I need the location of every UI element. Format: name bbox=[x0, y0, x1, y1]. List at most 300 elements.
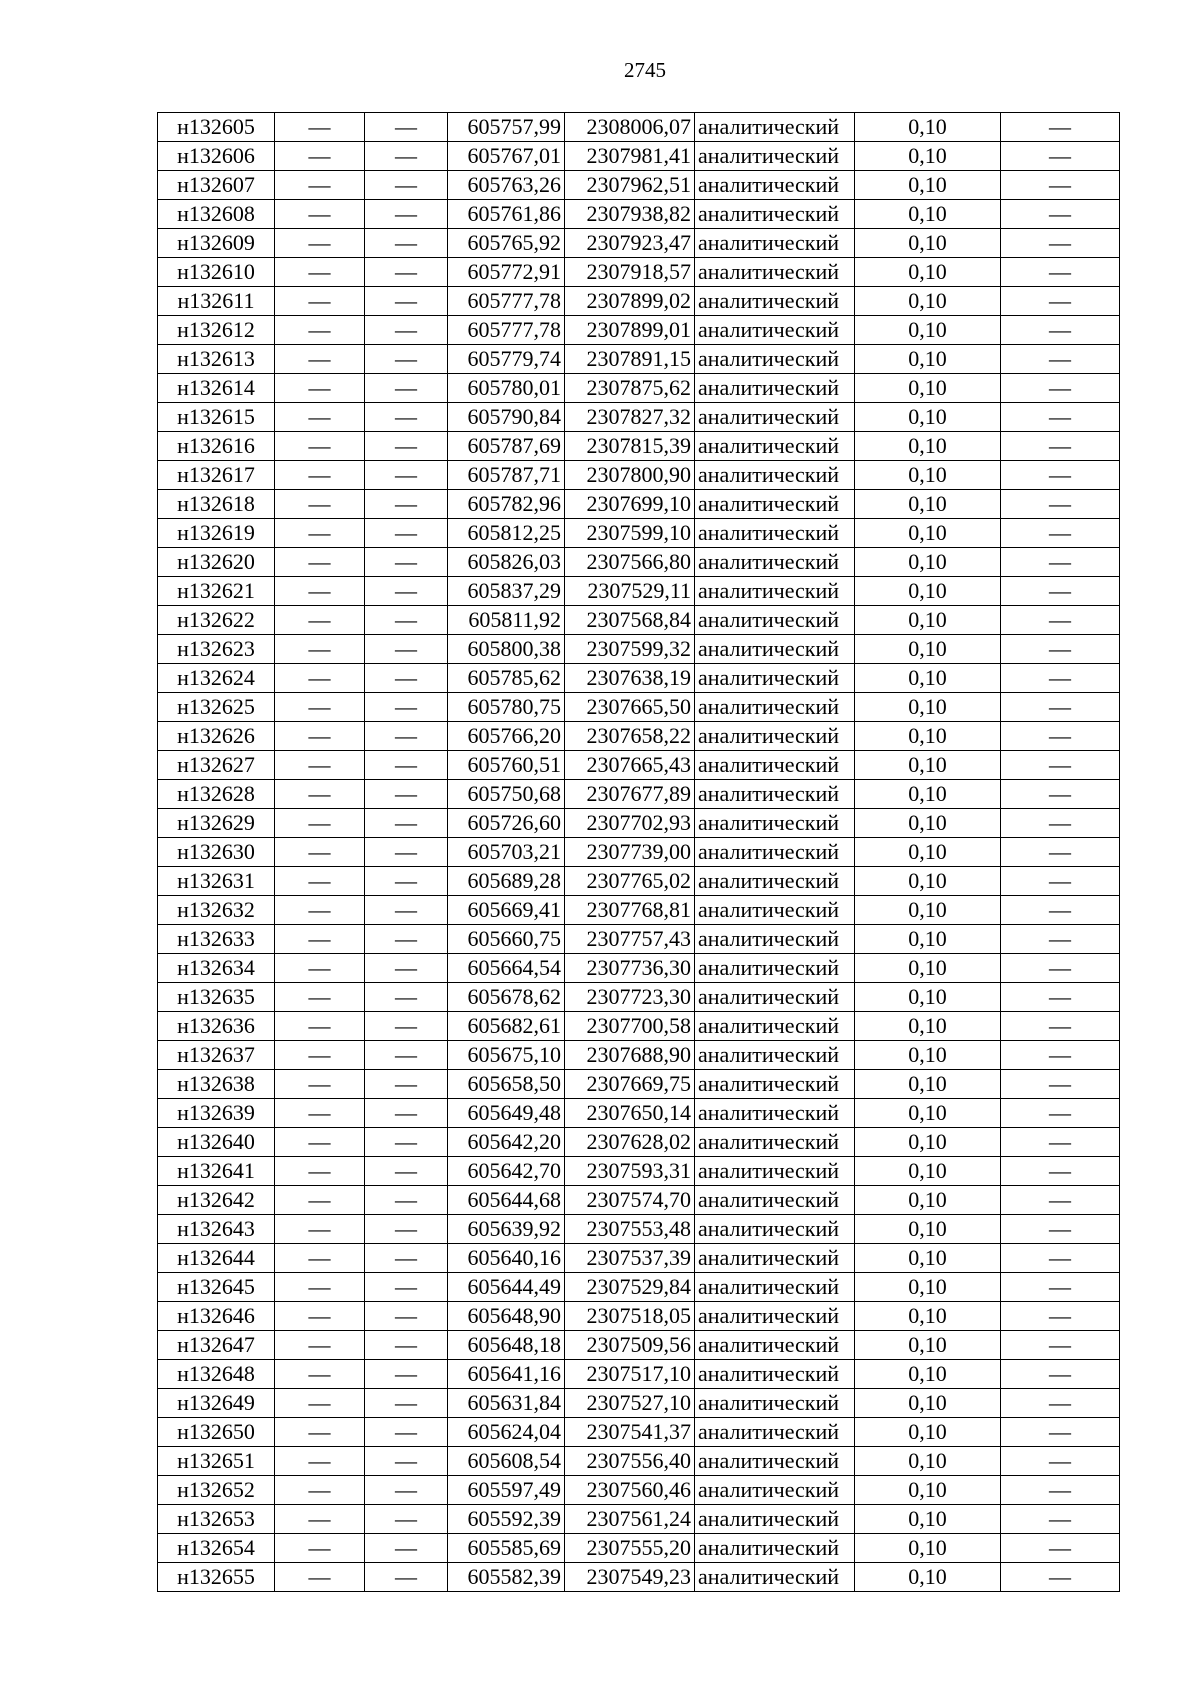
x-coordinate-cell: 605837,29 bbox=[448, 577, 565, 606]
description-cell: — bbox=[1001, 490, 1120, 519]
dash-cell-2: — bbox=[365, 258, 448, 287]
dash-cell-1: — bbox=[275, 519, 365, 548]
dash-cell-1: — bbox=[275, 1273, 365, 1302]
dash-cell-1: — bbox=[275, 896, 365, 925]
dash-cell-2: — bbox=[365, 1302, 448, 1331]
x-coordinate-cell: 605639,92 bbox=[448, 1215, 565, 1244]
method-cell: аналитический bbox=[695, 258, 855, 287]
table-row bbox=[158, 1128, 1120, 1157]
dash-cell-1: — bbox=[275, 374, 365, 403]
y-coordinate-cell: 2307549,23 bbox=[565, 1563, 695, 1592]
precision-cell: 0,10 bbox=[855, 1273, 1001, 1302]
method-cell: аналитический bbox=[695, 1128, 855, 1157]
table-row bbox=[158, 1157, 1120, 1186]
dash-cell-1: — bbox=[275, 403, 365, 432]
description-cell: — bbox=[1001, 1215, 1120, 1244]
y-coordinate-cell: 2307556,40 bbox=[565, 1447, 695, 1476]
dash-cell-1: — bbox=[275, 1215, 365, 1244]
x-coordinate-cell: 605811,92 bbox=[448, 606, 565, 635]
dash-cell-2: — bbox=[365, 1331, 448, 1360]
table-row bbox=[158, 490, 1120, 519]
dash-cell-2: — bbox=[365, 1389, 448, 1418]
table-row bbox=[158, 954, 1120, 983]
precision-cell: 0,10 bbox=[855, 345, 1001, 374]
point-id-cell: н132611 bbox=[158, 287, 275, 316]
y-coordinate-cell: 2307574,70 bbox=[565, 1186, 695, 1215]
x-coordinate-cell: 605624,04 bbox=[448, 1418, 565, 1447]
precision-cell: 0,10 bbox=[855, 432, 1001, 461]
method-cell: аналитический bbox=[695, 1099, 855, 1128]
description-cell: — bbox=[1001, 1302, 1120, 1331]
table-row bbox=[158, 1070, 1120, 1099]
precision-cell: 0,10 bbox=[855, 1505, 1001, 1534]
y-coordinate-cell: 2307938,82 bbox=[565, 200, 695, 229]
y-coordinate-cell: 2308006,07 bbox=[565, 113, 695, 142]
precision-cell: 0,10 bbox=[855, 1563, 1001, 1592]
precision-cell: 0,10 bbox=[855, 490, 1001, 519]
dash-cell-1: — bbox=[275, 838, 365, 867]
precision-cell: 0,10 bbox=[855, 113, 1001, 142]
dash-cell-2: — bbox=[365, 113, 448, 142]
y-coordinate-cell: 2307736,30 bbox=[565, 954, 695, 983]
y-coordinate-cell: 2307568,84 bbox=[565, 606, 695, 635]
table-row bbox=[158, 1273, 1120, 1302]
x-coordinate-cell: 605782,96 bbox=[448, 490, 565, 519]
point-id-cell: н132627 bbox=[158, 751, 275, 780]
description-cell: — bbox=[1001, 577, 1120, 606]
description-cell: — bbox=[1001, 1041, 1120, 1070]
table-row bbox=[158, 229, 1120, 258]
x-coordinate-cell: 605608,54 bbox=[448, 1447, 565, 1476]
description-cell: — bbox=[1001, 1563, 1120, 1592]
dash-cell-1: — bbox=[275, 490, 365, 519]
dash-cell-1: — bbox=[275, 635, 365, 664]
method-cell: аналитический bbox=[695, 809, 855, 838]
point-id-cell: н132630 bbox=[158, 838, 275, 867]
point-id-cell: н132629 bbox=[158, 809, 275, 838]
table-row bbox=[158, 113, 1120, 142]
dash-cell-1: — bbox=[275, 693, 365, 722]
precision-cell: 0,10 bbox=[855, 751, 1001, 780]
point-id-cell: н132643 bbox=[158, 1215, 275, 1244]
x-coordinate-cell: 605641,16 bbox=[448, 1360, 565, 1389]
method-cell: аналитический bbox=[695, 693, 855, 722]
y-coordinate-cell: 2307899,02 bbox=[565, 287, 695, 316]
point-id-cell: н132645 bbox=[158, 1273, 275, 1302]
x-coordinate-cell: 605660,75 bbox=[448, 925, 565, 954]
table-row bbox=[158, 1215, 1120, 1244]
description-cell: — bbox=[1001, 780, 1120, 809]
table-row bbox=[158, 751, 1120, 780]
dash-cell-1: — bbox=[275, 1099, 365, 1128]
page-number: 2745 bbox=[624, 58, 666, 82]
point-id-cell: н132617 bbox=[158, 461, 275, 490]
dash-cell-2: — bbox=[365, 1534, 448, 1563]
x-coordinate-cell: 605760,51 bbox=[448, 751, 565, 780]
description-cell: — bbox=[1001, 519, 1120, 548]
point-id-cell: н132621 bbox=[158, 577, 275, 606]
dash-cell-1: — bbox=[275, 954, 365, 983]
dash-cell-2: — bbox=[365, 954, 448, 983]
description-cell: — bbox=[1001, 896, 1120, 925]
description-cell: — bbox=[1001, 983, 1120, 1012]
dash-cell-1: — bbox=[275, 345, 365, 374]
x-coordinate-cell: 605750,68 bbox=[448, 780, 565, 809]
description-cell: — bbox=[1001, 1331, 1120, 1360]
y-coordinate-cell: 2307669,75 bbox=[565, 1070, 695, 1099]
precision-cell: 0,10 bbox=[855, 1476, 1001, 1505]
dash-cell-1: — bbox=[275, 229, 365, 258]
point-id-cell: н132610 bbox=[158, 258, 275, 287]
dash-cell-2: — bbox=[365, 142, 448, 171]
description-cell: — bbox=[1001, 1099, 1120, 1128]
table-row bbox=[158, 287, 1120, 316]
precision-cell: 0,10 bbox=[855, 1302, 1001, 1331]
x-coordinate-cell: 605664,54 bbox=[448, 954, 565, 983]
table-row bbox=[158, 316, 1120, 345]
x-coordinate-cell: 605703,21 bbox=[448, 838, 565, 867]
table-row bbox=[158, 1244, 1120, 1273]
precision-cell: 0,10 bbox=[855, 983, 1001, 1012]
description-cell: — bbox=[1001, 432, 1120, 461]
precision-cell: 0,10 bbox=[855, 1447, 1001, 1476]
y-coordinate-cell: 2307923,47 bbox=[565, 229, 695, 258]
dash-cell-1: — bbox=[275, 809, 365, 838]
y-coordinate-cell: 2307560,46 bbox=[565, 1476, 695, 1505]
dash-cell-1: — bbox=[275, 1563, 365, 1592]
description-cell: — bbox=[1001, 316, 1120, 345]
y-coordinate-cell: 2307688,90 bbox=[565, 1041, 695, 1070]
x-coordinate-cell: 605763,26 bbox=[448, 171, 565, 200]
description-cell: — bbox=[1001, 1012, 1120, 1041]
y-coordinate-cell: 2307768,81 bbox=[565, 896, 695, 925]
dash-cell-1: — bbox=[275, 171, 365, 200]
table-row bbox=[158, 838, 1120, 867]
description-cell: — bbox=[1001, 171, 1120, 200]
precision-cell: 0,10 bbox=[855, 1099, 1001, 1128]
precision-cell: 0,10 bbox=[855, 838, 1001, 867]
dash-cell-2: — bbox=[365, 403, 448, 432]
table-row bbox=[158, 577, 1120, 606]
method-cell: аналитический bbox=[695, 1360, 855, 1389]
table-row bbox=[158, 1331, 1120, 1360]
precision-cell: 0,10 bbox=[855, 1012, 1001, 1041]
table-row bbox=[158, 1041, 1120, 1070]
table-row bbox=[158, 171, 1120, 200]
point-id-cell: н132619 bbox=[158, 519, 275, 548]
precision-cell: 0,10 bbox=[855, 867, 1001, 896]
description-cell: — bbox=[1001, 722, 1120, 751]
description-cell: — bbox=[1001, 1418, 1120, 1447]
method-cell: аналитический bbox=[695, 432, 855, 461]
dash-cell-1: — bbox=[275, 983, 365, 1012]
table-row bbox=[158, 1447, 1120, 1476]
table-row bbox=[158, 780, 1120, 809]
x-coordinate-cell: 605787,69 bbox=[448, 432, 565, 461]
dash-cell-2: — bbox=[365, 345, 448, 374]
table-row bbox=[158, 548, 1120, 577]
dash-cell-2: — bbox=[365, 490, 448, 519]
x-coordinate-cell: 605767,01 bbox=[448, 142, 565, 171]
dash-cell-2: — bbox=[365, 519, 448, 548]
x-coordinate-cell: 605678,62 bbox=[448, 983, 565, 1012]
description-cell: — bbox=[1001, 693, 1120, 722]
y-coordinate-cell: 2307981,41 bbox=[565, 142, 695, 171]
description-cell: — bbox=[1001, 1128, 1120, 1157]
x-coordinate-cell: 605826,03 bbox=[448, 548, 565, 577]
method-cell: аналитический bbox=[695, 983, 855, 1012]
y-coordinate-cell: 2307899,01 bbox=[565, 316, 695, 345]
precision-cell: 0,10 bbox=[855, 1389, 1001, 1418]
point-id-cell: н132650 bbox=[158, 1418, 275, 1447]
y-coordinate-cell: 2307517,10 bbox=[565, 1360, 695, 1389]
method-cell: аналитический bbox=[695, 751, 855, 780]
precision-cell: 0,10 bbox=[855, 229, 1001, 258]
precision-cell: 0,10 bbox=[855, 519, 1001, 548]
point-id-cell: н132615 bbox=[158, 403, 275, 432]
dash-cell-2: — bbox=[365, 664, 448, 693]
description-cell: — bbox=[1001, 345, 1120, 374]
precision-cell: 0,10 bbox=[855, 1157, 1001, 1186]
description-cell: — bbox=[1001, 809, 1120, 838]
description-cell: — bbox=[1001, 606, 1120, 635]
method-cell: аналитический bbox=[695, 867, 855, 896]
dash-cell-2: — bbox=[365, 1012, 448, 1041]
table-row bbox=[158, 693, 1120, 722]
x-coordinate-cell: 605675,10 bbox=[448, 1041, 565, 1070]
dash-cell-2: — bbox=[365, 693, 448, 722]
y-coordinate-cell: 2307918,57 bbox=[565, 258, 695, 287]
precision-cell: 0,10 bbox=[855, 1186, 1001, 1215]
method-cell: аналитический bbox=[695, 548, 855, 577]
dash-cell-2: — bbox=[365, 1273, 448, 1302]
point-id-cell: н132613 bbox=[158, 345, 275, 374]
description-cell: — bbox=[1001, 1273, 1120, 1302]
precision-cell: 0,10 bbox=[855, 287, 1001, 316]
y-coordinate-cell: 2307628,02 bbox=[565, 1128, 695, 1157]
precision-cell: 0,10 bbox=[855, 258, 1001, 287]
dash-cell-1: — bbox=[275, 1128, 365, 1157]
dash-cell-2: — bbox=[365, 1070, 448, 1099]
method-cell: аналитический bbox=[695, 925, 855, 954]
x-coordinate-cell: 605592,39 bbox=[448, 1505, 565, 1534]
precision-cell: 0,10 bbox=[855, 606, 1001, 635]
method-cell: аналитический bbox=[695, 1012, 855, 1041]
method-cell: аналитический bbox=[695, 171, 855, 200]
dash-cell-1: — bbox=[275, 548, 365, 577]
description-cell: — bbox=[1001, 751, 1120, 780]
x-coordinate-cell: 605649,48 bbox=[448, 1099, 565, 1128]
table-row bbox=[158, 664, 1120, 693]
table-row bbox=[158, 200, 1120, 229]
y-coordinate-cell: 2307658,22 bbox=[565, 722, 695, 751]
method-cell: аналитический bbox=[695, 635, 855, 664]
point-id-cell: н132636 bbox=[158, 1012, 275, 1041]
x-coordinate-cell: 605644,49 bbox=[448, 1273, 565, 1302]
dash-cell-2: — bbox=[365, 1128, 448, 1157]
description-cell: — bbox=[1001, 1476, 1120, 1505]
y-coordinate-cell: 2307891,15 bbox=[565, 345, 695, 374]
method-cell: аналитический bbox=[695, 722, 855, 751]
dash-cell-1: — bbox=[275, 287, 365, 316]
x-coordinate-cell: 605772,91 bbox=[448, 258, 565, 287]
point-id-cell: н132655 bbox=[158, 1563, 275, 1592]
dash-cell-2: — bbox=[365, 1447, 448, 1476]
point-id-cell: н132631 bbox=[158, 867, 275, 896]
precision-cell: 0,10 bbox=[855, 1244, 1001, 1273]
dash-cell-2: — bbox=[365, 896, 448, 925]
x-coordinate-cell: 605765,92 bbox=[448, 229, 565, 258]
method-cell: аналитический bbox=[695, 1476, 855, 1505]
description-cell: — bbox=[1001, 1389, 1120, 1418]
method-cell: аналитический bbox=[695, 1389, 855, 1418]
description-cell: — bbox=[1001, 374, 1120, 403]
point-id-cell: н132640 bbox=[158, 1128, 275, 1157]
point-id-cell: н132641 bbox=[158, 1157, 275, 1186]
point-id-cell: н132624 bbox=[158, 664, 275, 693]
dash-cell-2: — bbox=[365, 1563, 448, 1592]
precision-cell: 0,10 bbox=[855, 664, 1001, 693]
precision-cell: 0,10 bbox=[855, 1331, 1001, 1360]
point-id-cell: н132607 bbox=[158, 171, 275, 200]
description-cell: — bbox=[1001, 258, 1120, 287]
method-cell: аналитический bbox=[695, 664, 855, 693]
y-coordinate-cell: 2307650,14 bbox=[565, 1099, 695, 1128]
method-cell: аналитический bbox=[695, 1331, 855, 1360]
table-row bbox=[158, 519, 1120, 548]
description-cell: — bbox=[1001, 1447, 1120, 1476]
dash-cell-2: — bbox=[365, 548, 448, 577]
method-cell: аналитический bbox=[695, 896, 855, 925]
table-row bbox=[158, 1505, 1120, 1534]
dash-cell-1: — bbox=[275, 606, 365, 635]
dash-cell-1: — bbox=[275, 1476, 365, 1505]
point-id-cell: н132635 bbox=[158, 983, 275, 1012]
method-cell: аналитический bbox=[695, 461, 855, 490]
dash-cell-2: — bbox=[365, 374, 448, 403]
point-id-cell: н132614 bbox=[158, 374, 275, 403]
dash-cell-1: — bbox=[275, 1505, 365, 1534]
y-coordinate-cell: 2307677,89 bbox=[565, 780, 695, 809]
dash-cell-1: — bbox=[275, 1389, 365, 1418]
x-coordinate-cell: 605779,74 bbox=[448, 345, 565, 374]
method-cell: аналитический bbox=[695, 1447, 855, 1476]
x-coordinate-cell: 605689,28 bbox=[448, 867, 565, 896]
x-coordinate-cell: 605644,68 bbox=[448, 1186, 565, 1215]
table-row bbox=[158, 374, 1120, 403]
dash-cell-2: — bbox=[365, 287, 448, 316]
x-coordinate-cell: 605648,90 bbox=[448, 1302, 565, 1331]
y-coordinate-cell: 2307527,10 bbox=[565, 1389, 695, 1418]
point-id-cell: н132637 bbox=[158, 1041, 275, 1070]
coordinates-table bbox=[157, 112, 1120, 1592]
point-id-cell: н132648 bbox=[158, 1360, 275, 1389]
method-cell: аналитический bbox=[695, 1041, 855, 1070]
table-row bbox=[158, 635, 1120, 664]
precision-cell: 0,10 bbox=[855, 1360, 1001, 1389]
point-id-cell: н132616 bbox=[158, 432, 275, 461]
precision-cell: 0,10 bbox=[855, 635, 1001, 664]
method-cell: аналитический bbox=[695, 1418, 855, 1447]
method-cell: аналитический bbox=[695, 345, 855, 374]
method-cell: аналитический bbox=[695, 200, 855, 229]
method-cell: аналитический bbox=[695, 780, 855, 809]
description-cell: — bbox=[1001, 1244, 1120, 1273]
description-cell: — bbox=[1001, 200, 1120, 229]
dash-cell-2: — bbox=[365, 1186, 448, 1215]
precision-cell: 0,10 bbox=[855, 461, 1001, 490]
description-cell: — bbox=[1001, 1186, 1120, 1215]
dash-cell-1: — bbox=[275, 432, 365, 461]
dash-cell-1: — bbox=[275, 200, 365, 229]
precision-cell: 0,10 bbox=[855, 577, 1001, 606]
dash-cell-2: — bbox=[365, 316, 448, 345]
x-coordinate-cell: 605631,84 bbox=[448, 1389, 565, 1418]
precision-cell: 0,10 bbox=[855, 548, 1001, 577]
description-cell: — bbox=[1001, 287, 1120, 316]
y-coordinate-cell: 2307555,20 bbox=[565, 1534, 695, 1563]
method-cell: аналитический bbox=[695, 1157, 855, 1186]
dash-cell-1: — bbox=[275, 142, 365, 171]
table-row bbox=[158, 1302, 1120, 1331]
point-id-cell: н132649 bbox=[158, 1389, 275, 1418]
x-coordinate-cell: 605658,50 bbox=[448, 1070, 565, 1099]
method-cell: аналитический bbox=[695, 142, 855, 171]
dash-cell-2: — bbox=[365, 171, 448, 200]
dash-cell-2: — bbox=[365, 722, 448, 751]
dash-cell-2: — bbox=[365, 809, 448, 838]
dash-cell-2: — bbox=[365, 925, 448, 954]
point-id-cell: н132642 bbox=[158, 1186, 275, 1215]
description-cell: — bbox=[1001, 142, 1120, 171]
x-coordinate-cell: 605682,61 bbox=[448, 1012, 565, 1041]
table-row bbox=[158, 867, 1120, 896]
y-coordinate-cell: 2307962,51 bbox=[565, 171, 695, 200]
x-coordinate-cell: 605812,25 bbox=[448, 519, 565, 548]
point-id-cell: н132639 bbox=[158, 1099, 275, 1128]
dash-cell-2: — bbox=[365, 635, 448, 664]
dash-cell-1: — bbox=[275, 1157, 365, 1186]
table-row bbox=[158, 925, 1120, 954]
table-row bbox=[158, 142, 1120, 171]
table-row bbox=[158, 258, 1120, 287]
x-coordinate-cell: 605777,78 bbox=[448, 287, 565, 316]
y-coordinate-cell: 2307800,90 bbox=[565, 461, 695, 490]
precision-cell: 0,10 bbox=[855, 171, 1001, 200]
x-coordinate-cell: 605757,99 bbox=[448, 113, 565, 142]
dash-cell-1: — bbox=[275, 1186, 365, 1215]
x-coordinate-cell: 605777,78 bbox=[448, 316, 565, 345]
dash-cell-2: — bbox=[365, 606, 448, 635]
point-id-cell: н132632 bbox=[158, 896, 275, 925]
y-coordinate-cell: 2307541,37 bbox=[565, 1418, 695, 1447]
table-row bbox=[158, 1534, 1120, 1563]
y-coordinate-cell: 2307665,43 bbox=[565, 751, 695, 780]
table-body bbox=[158, 113, 1120, 1592]
table-row bbox=[158, 1418, 1120, 1447]
y-coordinate-cell: 2307827,32 bbox=[565, 403, 695, 432]
dash-cell-1: — bbox=[275, 316, 365, 345]
point-id-cell: н132646 bbox=[158, 1302, 275, 1331]
method-cell: аналитический bbox=[695, 577, 855, 606]
dash-cell-1: — bbox=[275, 751, 365, 780]
precision-cell: 0,10 bbox=[855, 1128, 1001, 1157]
precision-cell: 0,10 bbox=[855, 780, 1001, 809]
y-coordinate-cell: 2307699,10 bbox=[565, 490, 695, 519]
method-cell: аналитический bbox=[695, 519, 855, 548]
dash-cell-1: — bbox=[275, 1447, 365, 1476]
dash-cell-1: — bbox=[275, 664, 365, 693]
